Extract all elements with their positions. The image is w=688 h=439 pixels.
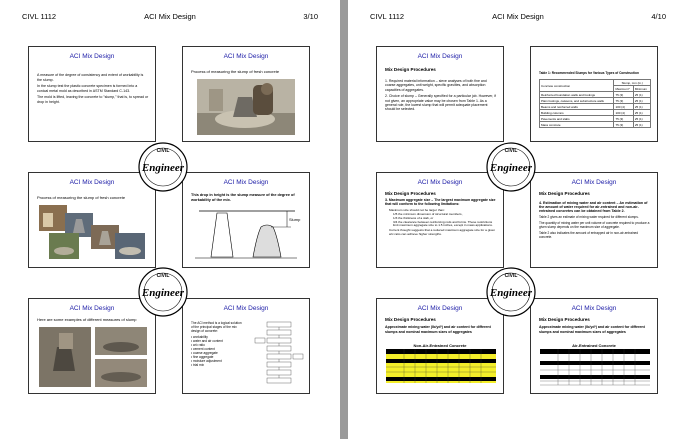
slide-bullets [385, 199, 497, 239]
table-cell: Pavements and slabs [540, 116, 614, 122]
table-cell: Building columns [540, 110, 614, 116]
slide-thumbnail [376, 46, 504, 142]
bullet-item: 1. Required material information – sieve analyses of both fine and coarse aggregates, unit weight, specific gravities, and absorption capacities of aggregates. [385, 79, 487, 92]
table-row [540, 122, 651, 128]
slide-title: ACI Mix Design [571, 179, 617, 186]
bullet-item: 1/3 the thickness of a slab, or [393, 215, 434, 220]
page-number: 3/10 [303, 12, 318, 21]
bullet-item: 3/4 the clearance between reinforcing rods and forms. These restrictions limit maximum aggregate size to 1.5 inches, except in mass applications. [393, 219, 493, 228]
table-cell: Beams and reinforced walls [540, 104, 614, 110]
slump-label: Slump [289, 217, 301, 222]
table-title: Non-Air-Entrained Concrete [413, 343, 467, 348]
slide-thumbnail [182, 46, 310, 142]
slide-bullets [385, 79, 497, 114]
engineer-stamp-logo [484, 265, 538, 319]
left-page [0, 0, 340, 439]
slide-subtitle: Mix Design Procedures [385, 191, 436, 196]
slide-bullets [539, 201, 651, 241]
slump-diagram [191, 205, 303, 263]
engineer-stamp-logo [136, 140, 190, 194]
svg-text:Engineer: Engineer [141, 287, 185, 299]
slide-subtitle: Process of measuring the slump of fresh concrete [37, 195, 126, 200]
list-item-label: workability [193, 335, 208, 339]
slide-thumbnail [530, 172, 658, 268]
engineer-stamp-logo [484, 140, 538, 194]
list-item-label: fine aggregate [193, 355, 214, 359]
slide-thumbnail [182, 172, 310, 268]
svg-text:CIVIL: CIVIL [156, 148, 170, 154]
slump-table [539, 79, 651, 128]
flowchart-diagram [253, 321, 305, 389]
list-item-label: trial mix [193, 363, 204, 367]
slide-title: ACI Mix Design [69, 179, 115, 186]
bullet-item: Table 2 also indicates the amount of entrapped air in non-air-entrained concrete. [539, 231, 639, 239]
slide-subtitle: Mix Design Procedures [539, 191, 590, 196]
list-item: • trial mix [191, 363, 204, 367]
table-cell: 100 (4) [614, 110, 633, 116]
table-cell: 25 (1) [633, 104, 650, 110]
table-cell: 75 (3) [614, 92, 633, 98]
slide-subtitle: Mix Design Procedures [385, 67, 436, 72]
table-cell: 75 (3) [614, 116, 633, 122]
table-cell: 100 (4) [614, 104, 633, 110]
page-number: 4/10 [651, 12, 666, 21]
table-cell: 25 (1) [633, 116, 650, 122]
bullet-item: 1/5 the minimum dimension of structural members, [393, 211, 463, 216]
list-item-label: coarse aggregate [193, 351, 218, 355]
table-cell: 25 (1) [633, 92, 650, 98]
slide-bullets [37, 73, 149, 107]
slide-bullets [191, 321, 245, 367]
course-code: CIVL 1112 [22, 12, 57, 21]
list-item: • cement content [191, 347, 215, 351]
table-cell: 25 (1) [633, 122, 650, 128]
list-item-label: cement content [193, 347, 215, 351]
bullet-item: The quantity of mixing water per unit volume of concrete required to produce a given slump depends on the maximum size of aggregate. [539, 221, 650, 229]
table-cell: Reinforced foundation walls and footings [540, 92, 614, 98]
bullet-item: 3. Maximum aggregate size – The largest maximum aggregate size that will conform to the following limitations: [385, 198, 496, 206]
slide-thumbnail [182, 298, 310, 394]
bullet-item: Current thought suggests that a reduced maximum aggregate size for a given w/c ratio can achieve higher strengths. [389, 228, 496, 237]
right-page [348, 0, 688, 439]
list-item: • workability [191, 335, 208, 339]
svg-text:Engineer: Engineer [141, 162, 185, 174]
course-code: CIVL 1112 [370, 12, 405, 21]
slide-title: ACI Mix Design [69, 53, 115, 60]
bullet-item: Maximum size should not be larger than: [389, 207, 445, 212]
table-cell: 75 (3) [614, 122, 633, 128]
slide-subtitle: Here are some examples of different measures of slump [37, 317, 137, 322]
list-item-label: water and air content [193, 339, 223, 343]
list-item: • fine aggregate [191, 355, 214, 359]
left-page-header [22, 12, 318, 24]
slide-subtitle: Process of measuring the slump of fresh concrete [191, 69, 280, 74]
slide-thumbnail [530, 298, 658, 394]
slide-title: ACI Mix Design [223, 53, 269, 60]
bullet-item: In the slump test the plastic concrete specimen is formed into a conical metal mold as described in ASTM Standard C-143. [37, 84, 138, 93]
slide-subtitle: This drop in height is the slump measure of the degree of workability of the mix. [191, 193, 295, 202]
slump-sequence-photos [39, 203, 145, 261]
slide-thumbnail [28, 46, 156, 142]
slide-text: Approximate mixing water (lb/yd³) and air content for different slumps and nominal maximum sizes of aggregates [539, 325, 645, 334]
slide-intro: The ACI method is a logical solution of the principal stages of the mix design of concrete: [191, 321, 242, 333]
table-cell: Mass concrete [540, 122, 614, 128]
bullet-item: 2. Choice of slump – Generally specified for a particular job. However, if not given, an appropriate value may be chosen from Table 1. As a general rule, the lowest slump that will permit adequate placement should be selected. [385, 94, 496, 112]
page-gutter [340, 0, 348, 439]
svg-text:Engineer: Engineer [489, 287, 533, 299]
svg-text:CIVIL: CIVIL [504, 148, 518, 154]
slide-title: ACI Mix Design [223, 179, 269, 186]
header-title: ACI Mix Design [144, 12, 196, 21]
table-cell: 25 (1) [633, 98, 650, 104]
table-header-cell: Maximum* [614, 86, 633, 92]
bullet-item: A measure of the degree of consistency and extent of workability is the slump. [37, 73, 144, 82]
table-cell: 25 (1) [633, 110, 650, 116]
table-title: Air-Entrained Concrete [572, 343, 616, 348]
list-item-label: moisture adjustment [193, 359, 222, 363]
svg-text:Engineer: Engineer [489, 162, 533, 174]
slide-subtitle: Mix Design Procedures [385, 317, 436, 322]
list-item: • w/c ratio [191, 343, 205, 347]
slide-title: ACI Mix Design [69, 305, 115, 312]
list-item: • water and air content [191, 339, 223, 343]
svg-text:CIVIL: CIVIL [156, 273, 170, 279]
bullet-item: Table 2 gives an estimate of mixing water required for different slumps. [539, 215, 639, 219]
table-header-cell: Minimum [633, 86, 650, 92]
list-item: • coarse aggregate [191, 351, 218, 355]
mixing-water-table [386, 349, 496, 385]
slide-title: ACI Mix Design [417, 179, 463, 186]
svg-text:CIVIL: CIVIL [504, 273, 518, 279]
slide-title: ACI Mix Design [223, 305, 269, 312]
slide-thumbnail [530, 46, 658, 142]
table-cell: Plain footings, caissons, and substructure walls [540, 98, 614, 104]
slide-title: ACI Mix Design [417, 53, 463, 60]
engineer-stamp-logo [136, 265, 190, 319]
air-entrained-table [540, 349, 650, 387]
table-header-cell: Concrete construction [540, 80, 614, 92]
header-title: ACI Mix Design [492, 12, 544, 21]
slide-subtitle: Mix Design Procedures [539, 317, 590, 322]
table-cell: 75 (3) [614, 98, 633, 104]
table-header-cell: Slump, mm (in.) [614, 80, 651, 86]
slide-text: Approximate mixing water (lb/yd³) and air content for different slumps and nominal maximum sizes of aggregates [385, 325, 491, 334]
list-item-label: w/c ratio [193, 343, 205, 347]
table-caption: Table 1: Recommended Slumps for Various Types of Construction [539, 71, 639, 75]
right-page-header [370, 12, 666, 24]
bullet-item: 4. Estimation of mixing water and air content – An estimation of the amount of water required for air-entrained and non-air-entrained concretes can be obtained from Table 2. [539, 201, 648, 213]
bullet-item: The mold is lifted, leaving the concrete to "slump," that is, to spread or drop in height. [37, 95, 149, 104]
list-item: • moisture adjustment [191, 359, 222, 363]
slide-title: ACI Mix Design [417, 305, 463, 312]
slide-title: ACI Mix Design [571, 305, 617, 312]
slump-examples-photos [39, 327, 147, 387]
slump-test-photo [197, 79, 295, 135]
